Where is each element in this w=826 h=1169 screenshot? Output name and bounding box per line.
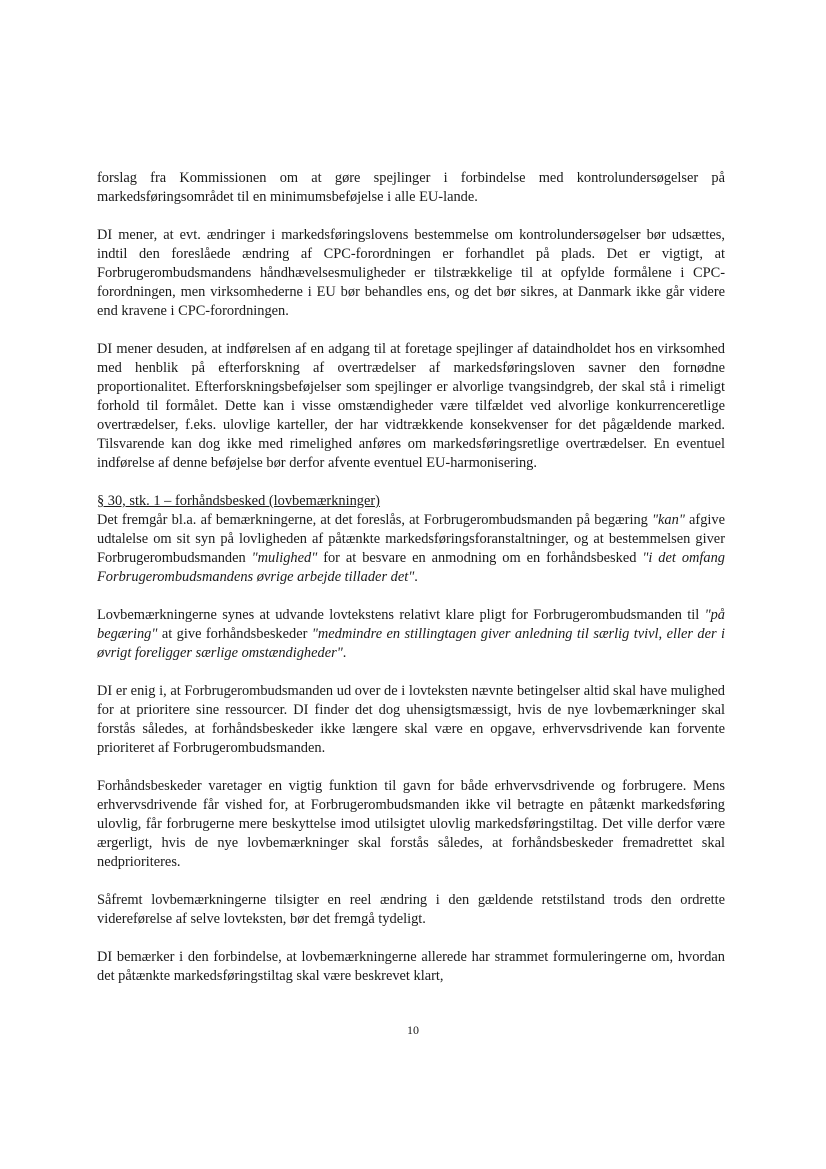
paragraph-4-text-g: . bbox=[414, 569, 418, 585]
paragraph-5-emph-quote: "medmindre en stillingtagen giver anledning til særlig tvivl, eller der i øvrigt foreligger særlige omstændigheder" bbox=[97, 626, 726, 661]
paragraph-4-text-c: afgive udtalelse om sit syn på lovligheden af påtænkte markedsføringsforanstaltninger, og at bestemmelsen giver Forbrugerombudsmanden bbox=[97, 512, 725, 566]
paragraph-4-emph-quote: "i det omfang Forbrugerombudsmandens øvrige arbejde tillader det" bbox=[97, 550, 725, 585]
paragraph-3: DI mener desuden, at indførelsen af en adgang til at foretage spejlinger af dataindholdet hos en virksomhed med henblik på efterforskning af overtrædelser af markedsføringsloven savner den fornødne proportionalitet. Efterforskningsbeføjelser som spejlinger er alvorlige tvangsindgreb, der skal stå i rimeligt forhold til formålet. Dette kan i visse omstændigheder være tilfældet ved alvorlige konkurrenceretlige overtrædelser, f.eks. ulovlige karteller, der har vidtrækkende konsekvenser for det pågældende marked. Tilsvarende kan dog ikke med rimelighed anføres om markedsføringsretlige overtrædelser. En eventuel indførelse af denne beføjelse bør derfor afvente eventuel EU-harmonisering. bbox=[97, 341, 725, 471]
paragraph-5-text-a: Lovbemærkningerne synes at udvande lovtekstens relativt klare pligt for Forbrugerombudsmanden til bbox=[97, 607, 705, 623]
paragraph-5-text-c: at give forhåndsbeskeder bbox=[157, 626, 312, 642]
paragraph-7: Forhåndsbeskeder varetager en vigtig funktion til gavn for både erhvervsdrivende og forbrugere. Mens erhvervsdrivende får vished for, at Forbrugerombudsmanden ikke vil betragte en påtænkt markedsføring ulovlig, får forbrugerne mere beskyttelse imod utilsigtet ulovlig markedsføringstiltag. Det ville derfor være ærgerligt, hvis de nye lovbemærkninger skal forstås således, at forhåndsbeskeder fremadrettet skal nedprioriteres. bbox=[97, 778, 725, 870]
paragraph-4-emph-mulighed: "mulighed" bbox=[251, 550, 318, 566]
document-body bbox=[97, 169, 725, 986]
paragraph-4-text-a: Det fremgår bl.a. af bemærkningerne, at det foreslås, at Forbrugerombudsmanden på begæring bbox=[97, 512, 652, 528]
paragraph-1: forslag fra Kommissionen om at gøre spejlinger i forbindelse med kontrolundersøgelser på markedsføringsområdet til en minimumsbeføjelse i alle EU-lande. bbox=[97, 170, 725, 205]
paragraph-9: DI bemærker i den forbindelse, at lovbemærkningerne allerede har strammet formuleringerne om, hvordan det påtænkte markedsføringstiltag skal være beskrevet klart, bbox=[97, 949, 725, 984]
paragraph-6: DI er enig i, at Forbrugerombudsmanden ud over de i lovteksten nævnte betingelser altid skal have mulighed for at prioritere sine ressourcer. DI finder det dog uhensigtsmæssigt, hvis de nye lovbemærkninger skal forstås således, at forhåndsbeskeder ikke længere skal være en opgave, erhvervsdrivende kan forvente prioriteret af Forbrugerombudsmanden. bbox=[97, 683, 725, 756]
paragraph-5-text-e: . bbox=[342, 645, 347, 661]
section-heading: § 30, stk. 1 – forhåndsbesked (lovbemærkninger) bbox=[97, 493, 380, 509]
paragraph-5-emph-begaering: "på begæring" bbox=[97, 607, 725, 642]
paragraph-4-emph-kan: "kan" bbox=[652, 512, 685, 528]
page-number: 10 bbox=[407, 1023, 419, 1037]
paragraph-5 bbox=[97, 606, 725, 663]
paragraph-4-text-e: for at besvare en anmodning om en forhåndsbesked bbox=[317, 550, 643, 566]
paragraph-4 bbox=[97, 511, 725, 587]
paragraph-2: DI mener, at evt. ændringer i markedsføringslovens bestemmelse om kontrolundersøgelser bør udsættes, indtil den foreslåede ændring af CPC-forordningen er forhandlet på plads. Det er vigtigt, at Forbrugerombudsmandens håndhævelsesmuligheder er tilstrækkelige til at opfylde formålene i CPC-forordningen, men virksomhederne i EU bør behandles ens, og det bør sikres, at Danmark ikke går videre end kravene i CPC-forordningen. bbox=[97, 227, 725, 319]
paragraph-8: Såfremt lovbemærkningerne tilsigter en reel ændring i den gældende retstilstand trods den ordrette videreførelse af selve lovteksten, bør det fremgå tydeligt. bbox=[97, 892, 725, 927]
